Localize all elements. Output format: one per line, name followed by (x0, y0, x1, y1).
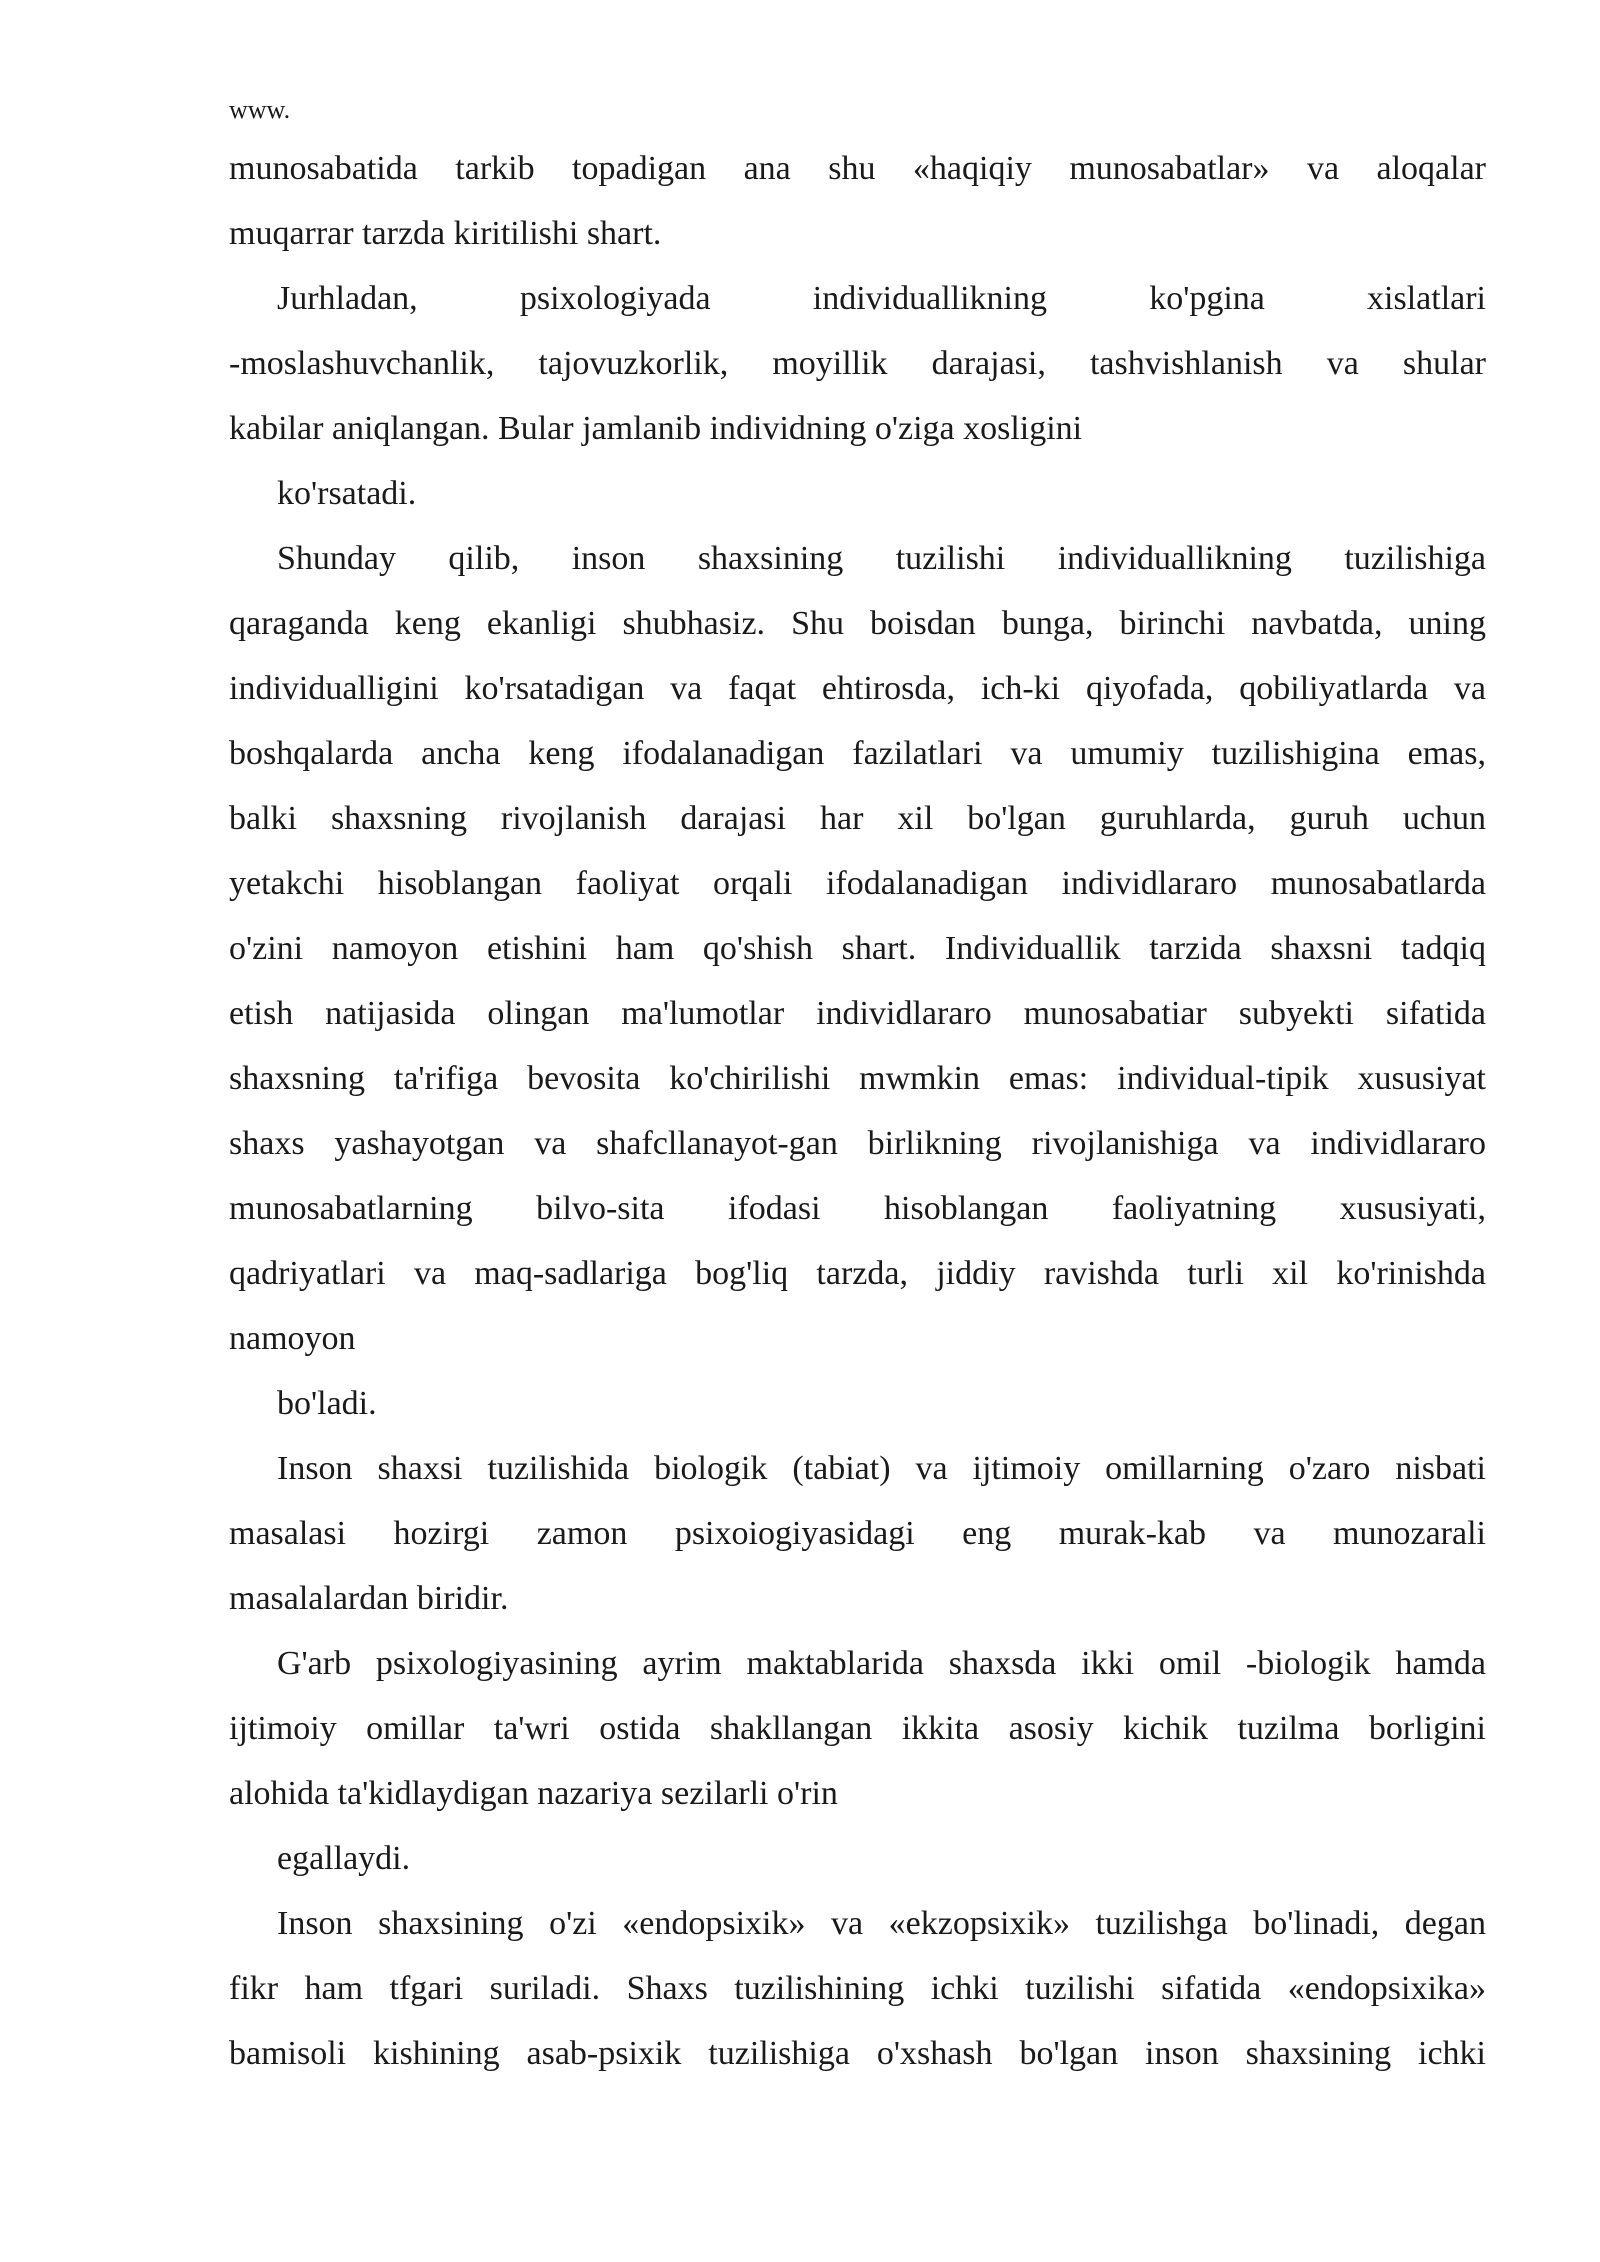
text-line: muqarrar tarzda kiritilishi shart. (229, 215, 662, 252)
text-line: -moslashuvchanlik, tajovuzkorlik, moyillik darajasi, tashvishlanish va shular (229, 345, 1486, 382)
text-line: munosabatlarning bilvo-sita ifodasi hisoblangan faoliyatning xususiyati, (229, 1190, 1486, 1227)
document-page (229, 90, 1486, 2086)
text-line: munosabatida tarkib topadigan ana shu «haqiqiy munosabatlar» va aloqalar (229, 150, 1486, 187)
text-line: alohida ta'kidlaydigan nazariya sezilarli o'rin (229, 1775, 838, 1812)
text-line: individualligini ko'rsatadigan va faqat ehtirosda, ich-ki qiyofada, qobiliyatlarda va (229, 670, 1486, 707)
text-line: masalasi hozirgi zamon psixoiogiyasidagi eng murak-kab va munozarali (229, 1515, 1486, 1552)
text-line: yetakchi hisoblangan faoliyat orqali ifodalanadigan individlararo munosabatlarda (229, 865, 1486, 902)
text-line: ko'rsatadi. (277, 475, 417, 512)
text-line: masalalardan biridir. (229, 1580, 509, 1617)
text-line: G'arb psixologiyasining ayrim maktablarida shaxsda ikki omil -biologik hamda (277, 1645, 1486, 1682)
text-line: shaxsning ta'rifiga bevosita ko'chirilishi mwmkin emas: individual-tipik xususiyat (229, 1060, 1486, 1097)
text-line: etish natijasida olingan ma'lumotlar individlararo munosabatiar subyekti sifatida (229, 995, 1486, 1032)
text-line: kabilar aniqlangan. Bular jamlanib individning o'ziga xosligini (229, 410, 1083, 447)
text-line: shaxs yashayotgan va shafcllanayot-gan birlikning rivojlanishiga va individlararo (229, 1125, 1486, 1162)
text-line: balki shaxsning rivojlanish darajasi har xil bo'lgan guruhlarda, guruh uchun (229, 800, 1486, 837)
text-line: namoyon (229, 1320, 356, 1357)
text-line: boshqalarda ancha keng ifodalanadigan fazilatlari va umumiy tuzilishigina emas, (229, 735, 1486, 772)
text-line: Inson shaxsi tuzilishida biologik (tabiat) va ijtimoiy omillarning o'zaro nisbati (277, 1450, 1486, 1487)
text-line: Shunday qilib, inson shaxsining tuzilishi individuallikning tuzilishiga (277, 540, 1486, 577)
page-header-url: www. (229, 95, 291, 124)
text-line: Inson shaxsining o'zi «endopsixik» va «ekzopsixik» tuzilishga bo'linadi, degan (277, 1905, 1486, 1942)
text-line: qadriyatlari va maq-sadlariga bog'liq tarzda, jiddiy ravishda turli xil ko'rinishda (229, 1255, 1486, 1292)
text-line: bamisoli kishining asab-psixik tuzilishiga o'xshash bo'lgan inson shaxsining ichki (229, 2035, 1486, 2072)
text-line: o'zini namoyon etishini ham qo'shish shart. Individuallik tarzida shaxsni tadqiq (229, 930, 1486, 967)
text-line: ijtimoiy omillar ta'wri ostida shakllangan ikkita asosiy kichik tuzilma borligini (229, 1710, 1486, 1747)
body-text (229, 136, 1486, 2086)
text-line: qaraganda keng ekanligi shubhasiz. Shu boisdan bunga, birinchi navbatda, uning (229, 605, 1486, 642)
text-line: egallaydi. (277, 1840, 411, 1877)
text-line: bo'ladi. (277, 1385, 377, 1422)
text-line: Jurhladan, psixologiyada individuallikning ko'pgina xislatlari (277, 280, 1486, 317)
text-line: fikr ham tfgari suriladi. Shaxs tuzilishining ichki tuzilishi sifatida «endopsixika» (229, 1970, 1486, 2007)
